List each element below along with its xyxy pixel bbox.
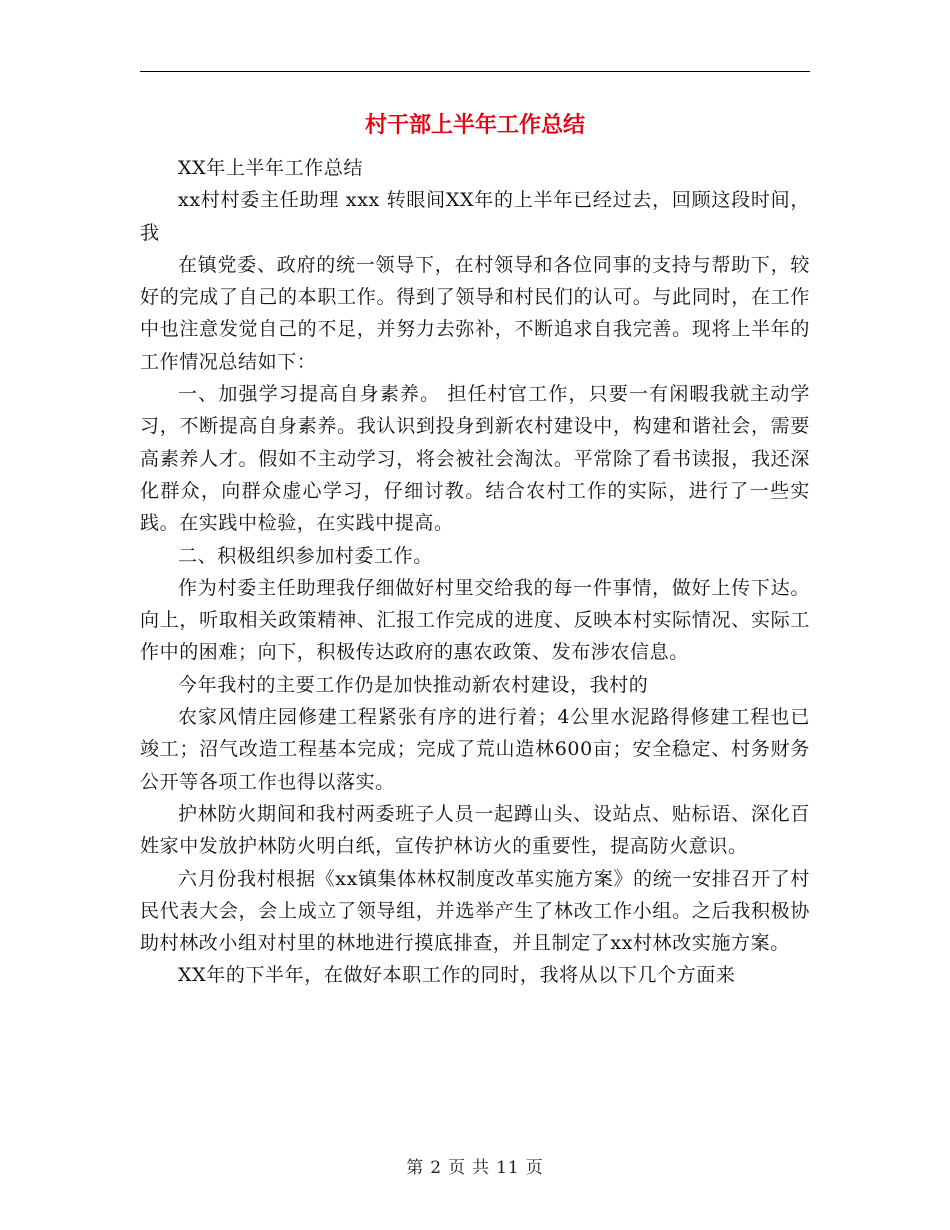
footer-label-ye: 页 (448, 1158, 467, 1178)
document-body (140, 152, 810, 992)
document-title: 村干部上半年工作总结 (364, 112, 585, 138)
footer-current-page: 2 (430, 1158, 443, 1178)
paragraph: 在镇党委、政府的统一领导下，在村领导和各位同事的支持与帮助下，较好的完成了自己的本职工作。得到了领导和村民们的认可。与此同时，在工作中也注意发觉自己的不足，并努力去弥补，不断追求自我完善。现将上半年的工作情况总结如下： (140, 253, 810, 373)
footer-label-ye-2: 页 (525, 1158, 544, 1178)
page-footer (0, 1153, 950, 1178)
paragraph: XX年的下半年，在做好本职工作的同时，我将从以下几个方面来 (178, 964, 736, 987)
paragraph: 农家风情庄园修建工程紧张有序的进行着；4公里水泥路得修建工程也已竣工；沼气改造工程基本完成；完成了荒山造林600亩；安全稳定、村务财务公开等各项工作也得以落实。 (140, 706, 810, 793)
header-rule (140, 71, 810, 72)
paragraph: 六月份我村根据《xx镇集体林权制度改革实施方案》的统一安排召开了村民代表大会，会上成立了领导组，并选举产生了林改工作小组。之后我积极协助村林改小组对村里的林地进行摸底排查，并且制定了xx村林改实施方案。 (140, 867, 810, 955)
paragraph: 二、积极组织参加村委工作。 (178, 544, 433, 567)
footer-label-gong: 共 (472, 1158, 491, 1178)
paragraph: XX年上半年工作总结 (178, 157, 364, 179)
paragraph: 作为村委主任助理我仔细做好村里交给我的每一件事情，做好上传下达。向上，听取相关政策精神、汇报工作完成的进度、反映本村实际情况、实际工作中的困难；向下，积极传达政府的惠农政策、发布涉农信息。 (140, 576, 810, 664)
footer-label-di: 第 (406, 1158, 425, 1178)
paragraph: 一、加强学习提高自身素养。 担任村官工作，只要一有闲暇我就主动学习，不断提高自身素养。我认识到投身到新农村建设中，构建和谐社会，需要高素养人才。假如不主动学习，将会被社会淘汰。平常除了看书读报，我还深化群众，向群众虚心学习，仔细讨教。结合农村工作的实际，进行了一些实践。在实践中检验，在实践中提高。 (140, 383, 810, 535)
paragraph: 今年我村的主要工作仍是加快推动新农村建设，我村的 (178, 673, 649, 696)
paragraph: xx村村委主任助理 xxx 转眼间XX年的上半年已经过去，回顾这段时间，我 (140, 189, 810, 244)
paragraph: 护林防火期间和我村两委班子人员一起蹲山头、设站点、贴标语、深化百姓家中发放护林防火明白纸，宣传护林访火的重要性，提高防火意识。 (140, 802, 810, 858)
footer-total-pages: 11 (496, 1158, 520, 1178)
